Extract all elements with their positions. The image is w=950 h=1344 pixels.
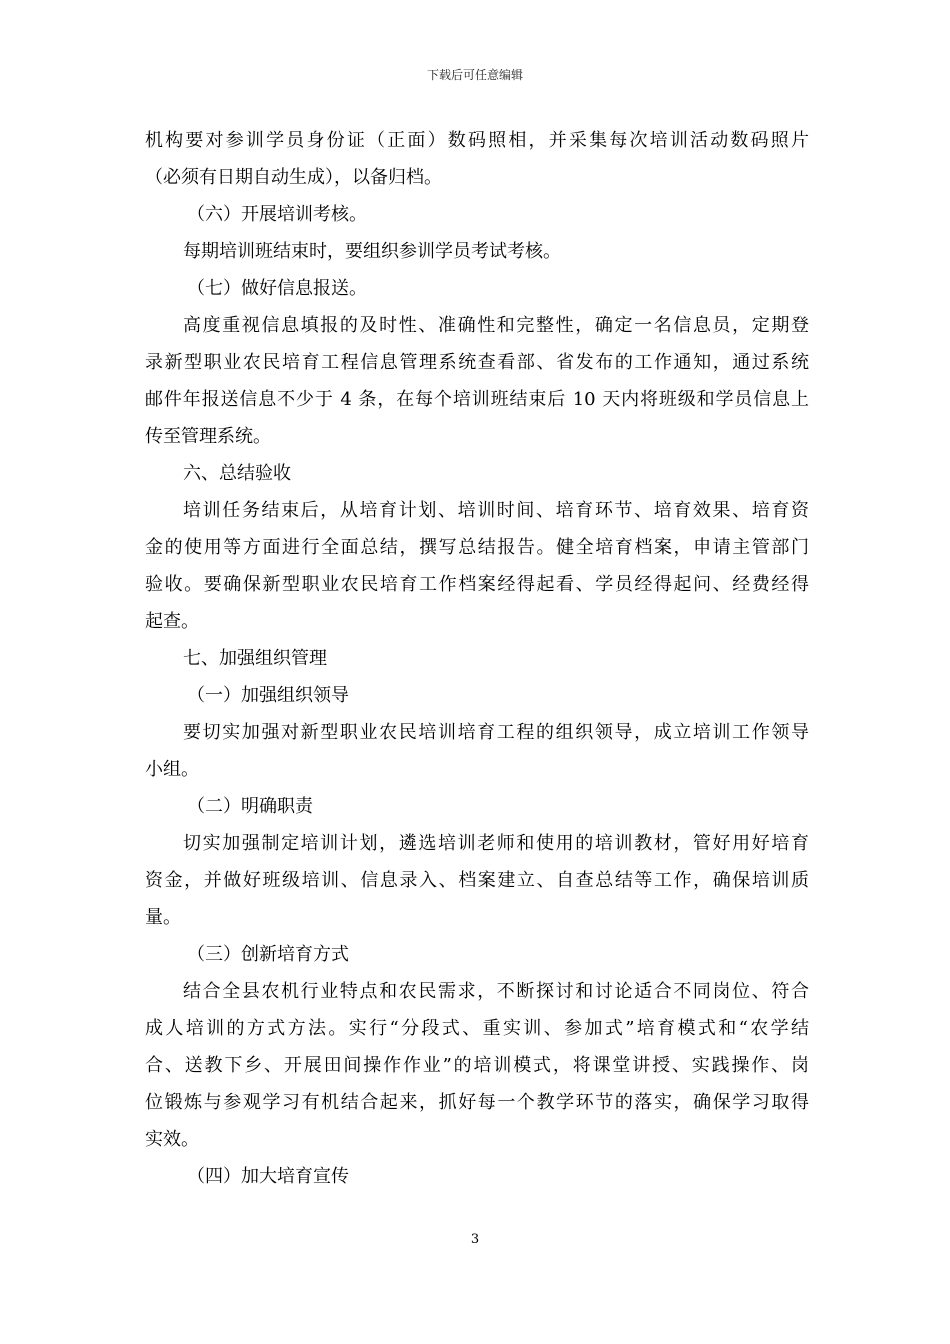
page-header: 下载后可任意编辑 [426,68,523,82]
paragraph-first-line: 结合全县农机行业特点和农民需求，不断探讨和讨论适合不同岗位、符合 [183,981,809,1002]
body-text-line: 邮件年报送信息不少于 4 条，在每个培训班结束后 10 天内将班级和学员信息上 [145,389,809,410]
body-text-line: 合、送教下乡、开展田间操作作业”的培训模式，将课堂讲授、实践操作、岗 [145,1055,809,1076]
subsection-heading: （七）做好信息报送。 [187,278,367,299]
body-text-line: 验收。要确保新型职业农民培育工作档案经得起看、学员经得起问、经费经得 [145,574,809,595]
paragraph-first-line: 培训任务结束后，从培育计划、培训时间、培育环节、培育效果、培育资 [183,500,809,521]
page-number: 3 [470,1232,480,1247]
document-body [145,122,809,1195]
subsection-heading: （六）开展培训考核。 [187,204,367,225]
paragraph-first-line: 切实加强制定培训计划，遴选培训老师和使用的培训教材，管好用好培育 [183,833,809,854]
body-text-line: 成人培训的方式方法。实行“分段式、重实训、参加式”培育模式和“农学结 [145,1018,809,1039]
paragraph-first-line: 高度重视信息填报的及时性、准确性和完整性，确定一名信息员，定期登 [183,315,809,336]
body-text-line: 位锻炼与参观学习有机结合起来，抓好每一个教学环节的落实，确保学习取得 [145,1092,809,1113]
body-text-line: 量。 [145,907,181,928]
paragraph-first-line: 要切实加强对新型职业农民培训培育工程的组织领导，成立培训工作领导 [183,722,809,743]
body-text-line: 机构要对参训学员身份证（正面）数码照相，并采集每次培训活动数码照片 [145,130,809,151]
subsection-heading: （二）明确职责 [187,796,313,817]
body-text-line: （必须有日期自动生成），以备归档。 [145,167,442,188]
body-text-line: 小组。 [145,759,199,780]
subsection-heading: （一）加强组织领导 [187,685,349,706]
body-text-line: 资金，并做好班级培训、信息录入、档案建立、自查总结等工作，确保培训质 [145,870,809,891]
body-text-line: 实效。 [145,1129,199,1150]
section-heading: 六、总结验收 [183,463,291,484]
section-heading: 七、加强组织管理 [183,648,327,669]
body-text-line: 金的使用等方面进行全面总结，撰写总结报告。健全培育档案，申请主管部门 [145,537,809,558]
body-text-line: 录新型职业农民培育工程信息管理系统查看部、省发布的工作通知，通过系统 [145,352,809,373]
subsection-heading: （三）创新培育方式 [187,944,349,965]
body-text-line: 传至管理系统。 [145,426,271,447]
paragraph-first-line: 每期培训班结束时，要组织参训学员考试考核。 [183,241,561,262]
subsection-heading: （四）加大培育宣传 [187,1166,349,1187]
body-text-line: 起查。 [145,611,199,632]
